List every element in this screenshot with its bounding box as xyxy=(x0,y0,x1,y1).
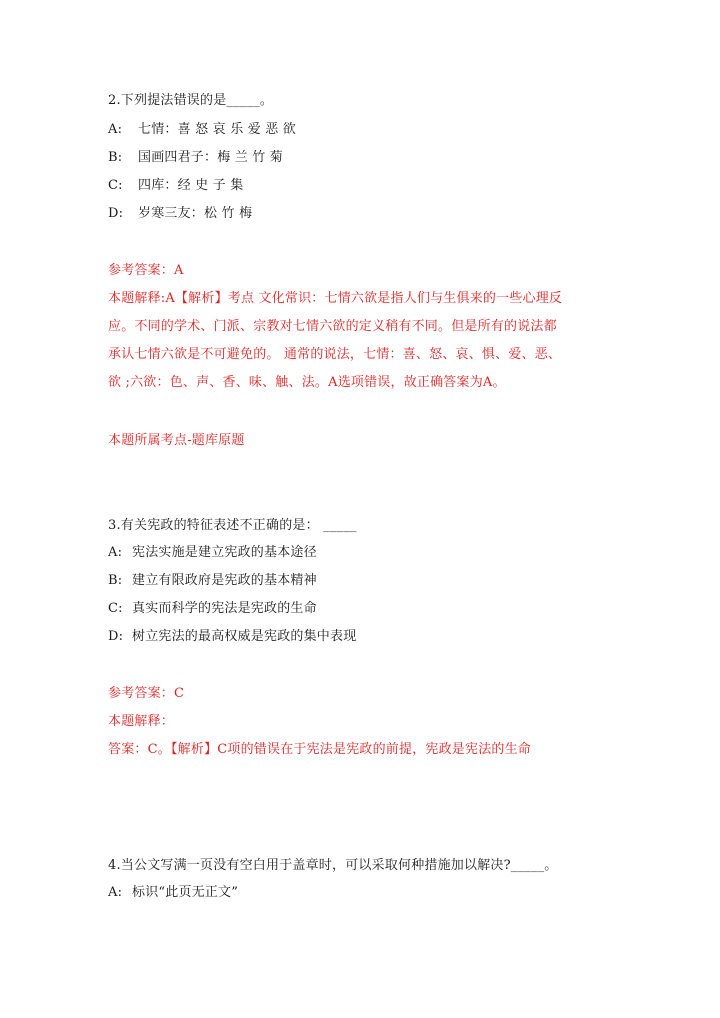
question-3-explanation-label: 本题解释： xyxy=(108,714,175,729)
question-3-answer: 参考答案：C xyxy=(108,686,185,701)
option-letter: A: xyxy=(108,545,123,560)
question-2-explanation-line-1: 本题解释:A【解析】考点 文化常识：七情六欲是指人们与生俱来的一些心理反 xyxy=(108,291,563,306)
option-text: 真实而科学的宪法是宪政的生命 xyxy=(132,601,317,616)
question-2-explanation-line-3: 承认七情六欲是不可避免的。 通常的说法，七情：喜、怒、哀、惧、爱、恶、 xyxy=(108,347,562,362)
option-letter: B: xyxy=(108,573,123,588)
question-2-source: 本题所属考点-题库原题 xyxy=(108,433,245,448)
option-text: 建立有限政府是宪政的基本精神 xyxy=(132,573,317,588)
question-2-option-d xyxy=(108,205,252,223)
question-2-option-c xyxy=(108,177,243,195)
question-2-answer: 参考答案：A xyxy=(108,263,184,278)
option-letter: A: xyxy=(108,122,123,137)
question-2-explanation-line-2: 应。不同的学术、门派、宗教对七情六欲的定义稍有不同。但是所有的说法都 xyxy=(108,319,557,334)
question-2-option-a xyxy=(108,121,296,139)
option-letter: D: xyxy=(108,629,124,644)
question-4-stem: 4.当公文写满一页没有空白用于盖章时，可以采取何种措施加以解决?_____。 xyxy=(108,858,558,873)
option-text: 宪法实施是建立宪政的基本途径 xyxy=(132,545,317,560)
option-text: 四库：经 史 子 集 xyxy=(138,178,244,193)
question-2-explanation-line-4: 欲 ;六欲：色、声、香、味、触、法。A选项错误，故正确答案为A。 xyxy=(108,375,506,390)
question-3-explanation: 答案：C。【解析】C项的错误在于宪法是宪政的前提，宪政是宪法的生命 xyxy=(108,742,531,757)
option-letter: A: xyxy=(108,885,123,900)
option-letter: B: xyxy=(108,150,123,165)
option-text: 树立宪法的最高权威是宪政的集中表现 xyxy=(132,629,357,644)
option-text: 标识“此页无正文” xyxy=(132,885,239,900)
question-3-stem: 3.有关宪政的特征表述不正确的是： _____ xyxy=(108,518,357,533)
question-3-option-c xyxy=(108,600,317,618)
option-letter: C: xyxy=(108,601,123,616)
question-3-option-b xyxy=(108,572,317,590)
option-text: 岁寒三友：松 竹 梅 xyxy=(138,206,253,221)
option-letter: D: xyxy=(108,206,124,221)
question-4-option-a xyxy=(108,884,238,902)
option-letter: C: xyxy=(108,178,123,193)
question-3-option-a xyxy=(108,544,317,562)
option-text: 七情：喜 怒 哀 乐 爱 恶 欲 xyxy=(138,122,296,137)
question-2-stem: 2.下列提法错误的是_____。 xyxy=(108,93,274,108)
question-2-option-b xyxy=(108,149,283,167)
option-text: 国画四君子：梅 兰 竹 菊 xyxy=(138,150,283,165)
question-3-option-d xyxy=(108,628,356,646)
